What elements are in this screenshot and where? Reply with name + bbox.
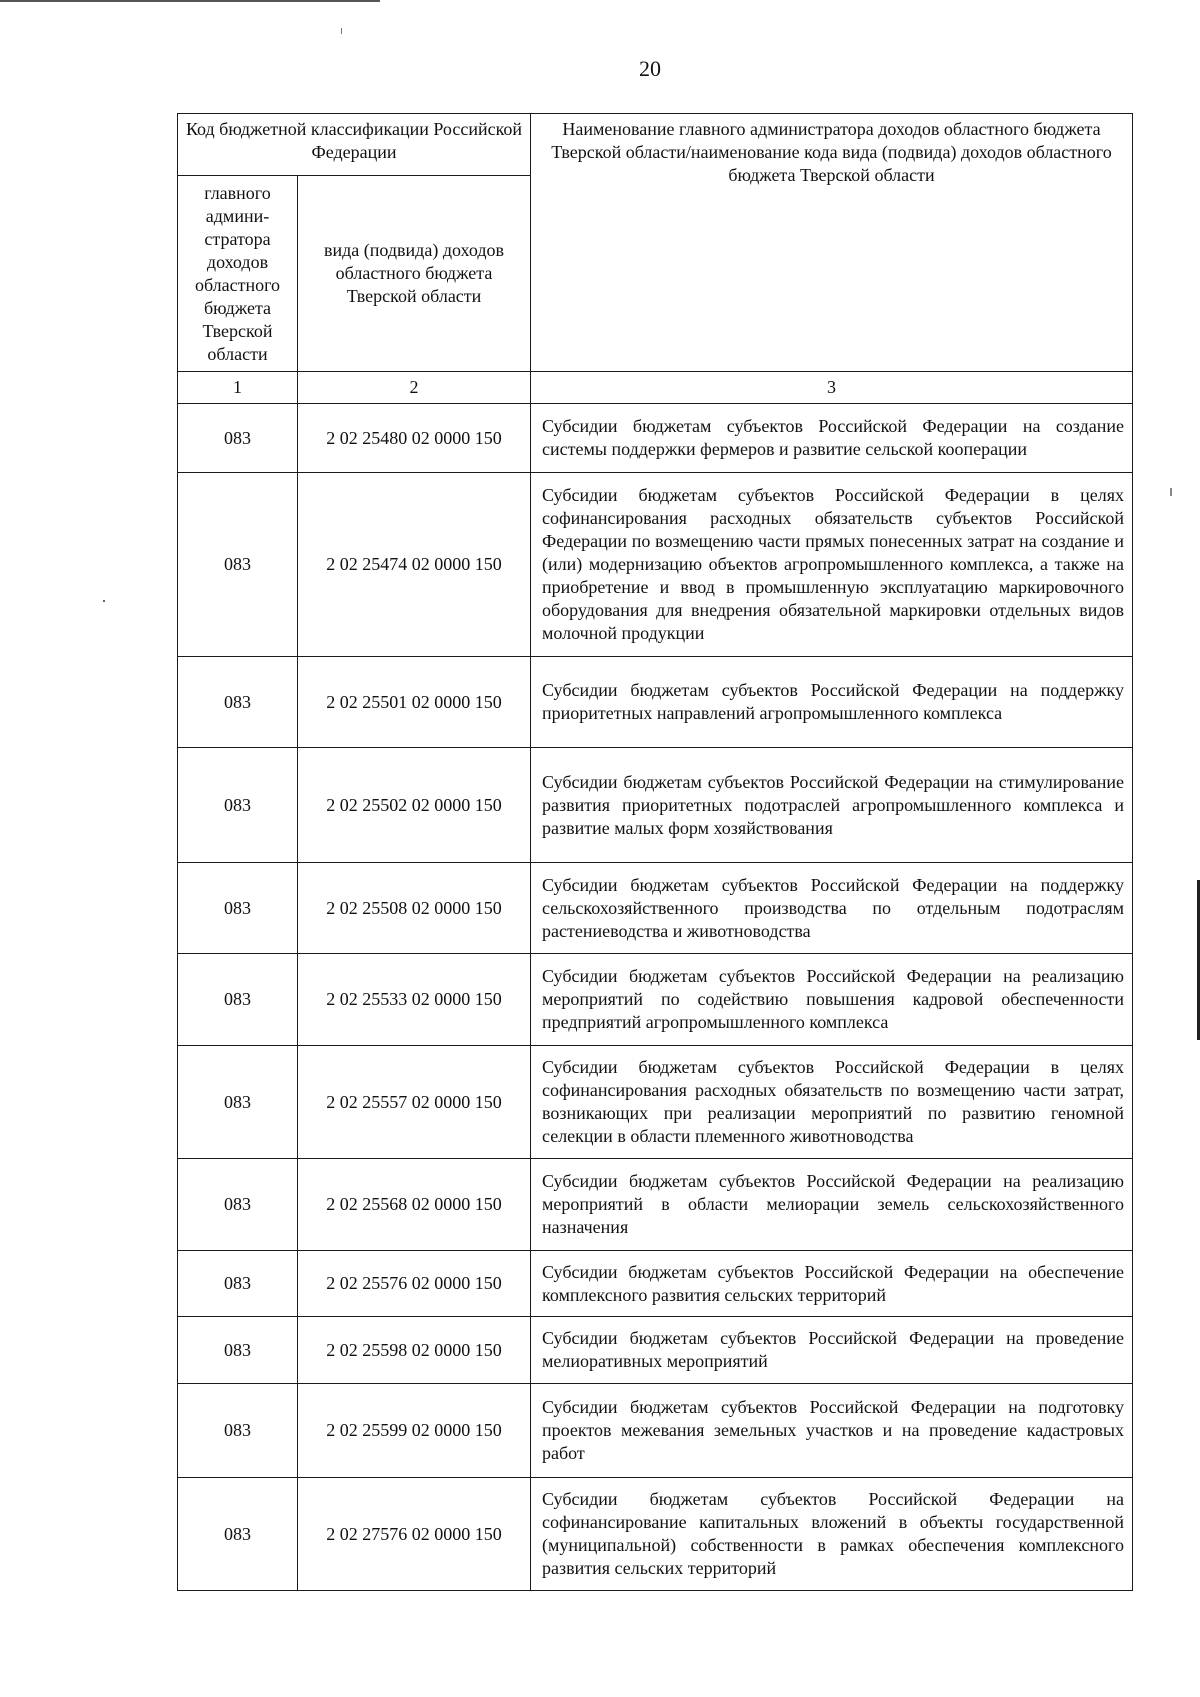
income-name-cell: Субсидии бюджетам субъектов Российской Федерации на проведение мелиоративных мероприятий: [531, 1317, 1133, 1384]
income-name-cell: Субсидии бюджетам субъектов Российской Федерации на создание системы поддержки фермеров и развитие сельской кооперации: [531, 404, 1133, 473]
admin-code-cell: 083: [178, 863, 298, 954]
income-name-cell: Субсидии бюджетам субъектов Российской Федерации на реализацию мероприятий по содействию повышения кадровой обеспеченности предприятий агропромышленного комплекса: [531, 954, 1133, 1046]
table-row: [178, 404, 1133, 473]
income-code-cell: 2 02 25576 02 0000 150: [298, 1251, 531, 1317]
column-number-2: 2: [298, 372, 531, 404]
table-row: [178, 954, 1133, 1046]
table-row: [178, 748, 1133, 863]
scan-speck: [341, 28, 342, 34]
income-code-cell: 2 02 25568 02 0000 150: [298, 1159, 531, 1251]
admin-code-cell: 083: [178, 473, 298, 657]
header-income-type-column: вида (подвида) доходов областного бюджета Тверской области: [298, 176, 531, 372]
income-name-cell: Субсидии бюджетам субъектов Российской Федерации на обеспечение комплексного развития сельских территорий: [531, 1251, 1133, 1317]
header-name-column: Наименование главного администратора доходов областного бюджета Тверской области/наименование кода вида (подвида) доходов областного бюджета Тверской области: [531, 114, 1133, 372]
income-code-cell: 2 02 25508 02 0000 150: [298, 863, 531, 954]
scan-speck: [103, 600, 105, 602]
column-number-3: 3: [531, 372, 1133, 404]
admin-code-cell: 083: [178, 404, 298, 473]
table-row: [178, 1159, 1133, 1251]
income-code-cell: 2 02 25598 02 0000 150: [298, 1317, 531, 1384]
admin-code-cell: 083: [178, 954, 298, 1046]
income-code-cell: 2 02 27576 02 0000 150: [298, 1478, 531, 1591]
income-code-cell: 2 02 25480 02 0000 150: [298, 404, 531, 473]
income-name-cell: Субсидии бюджетам субъектов Российской Федерации на поддержку сельскохозяйственного производства по отдельным подотраслям растениеводства и животноводства: [531, 863, 1133, 954]
table-row: [178, 473, 1133, 657]
admin-code-cell: 083: [178, 1159, 298, 1251]
table-body: [178, 404, 1133, 1591]
admin-code-cell: 083: [178, 1046, 298, 1159]
scan-border-line: [0, 0, 380, 2]
table-row: [178, 657, 1133, 748]
income-code-cell: 2 02 25502 02 0000 150: [298, 748, 531, 863]
admin-code-cell: 083: [178, 1317, 298, 1384]
budget-classification-table: [177, 113, 1133, 1591]
table-row: [178, 1478, 1133, 1591]
table-header: [178, 114, 1133, 404]
income-code-cell: 2 02 25557 02 0000 150: [298, 1046, 531, 1159]
admin-code-cell: 083: [178, 1478, 298, 1591]
income-name-cell: Субсидии бюджетам субъектов Российской Федерации на поддержку приоритетных направлений агропромышленного комплекса: [531, 657, 1133, 748]
table-row: [178, 1251, 1133, 1317]
income-code-cell: 2 02 25474 02 0000 150: [298, 473, 531, 657]
table-row: [178, 1384, 1133, 1478]
income-name-cell: Субсидии бюджетам субъектов Российской Федерации на подготовку проектов межевания земельных участков и на проведение кадастровых работ: [531, 1384, 1133, 1478]
page-number: 20: [639, 56, 661, 81]
column-number-1: 1: [178, 372, 298, 404]
table-row: [178, 1046, 1133, 1159]
admin-code-cell: 083: [178, 657, 298, 748]
income-code-cell: 2 02 25533 02 0000 150: [298, 954, 531, 1046]
header-admin-code-column: главного админи-стратора доходов областного бюджета Тверской области: [178, 176, 298, 372]
income-name-cell: Субсидии бюджетам субъектов Российской Федерации в целях софинансирования расходных обязательств по возмещению части затрат, возникающих при реализации мероприятий по развитию геномной селекции в области племенного животноводства: [531, 1046, 1133, 1159]
table-row: [178, 1317, 1133, 1384]
admin-code-cell: 083: [178, 1384, 298, 1478]
income-name-cell: Субсидии бюджетам субъектов Российской Федерации на стимулирование развития приоритетных подотраслей агропромышленного комплекса и развитие малых форм хозяйствования: [531, 748, 1133, 863]
income-name-cell: Субсидии бюджетам субъектов Российской Федерации в целях софинансирования расходных обязательств субъектов Российской Федерации по возмещению части прямых понесенных затрат на создание и (или) модернизацию объектов агропромышленного комплекса, а также на приобретение и ввод в промышленную эксплуатацию маркировочного оборудования для внедрения обязательной маркировки отдельных видов молочной продукции: [531, 473, 1133, 657]
admin-code-cell: 083: [178, 1251, 298, 1317]
table-row: [178, 863, 1133, 954]
scan-speck: [1170, 488, 1172, 496]
income-name-cell: Субсидии бюджетам субъектов Российской Федерации на софинансирование капитальных вложений в объекты государственной (муниципальной) собственности в рамках обеспечения комплексного развития сельских территорий: [531, 1478, 1133, 1591]
income-code-cell: 2 02 25599 02 0000 150: [298, 1384, 531, 1478]
admin-code-cell: 083: [178, 748, 298, 863]
income-code-cell: 2 02 25501 02 0000 150: [298, 657, 531, 748]
header-budget-code-group: Код бюджетной классификации Российской Федерации: [178, 114, 531, 176]
income-name-cell: Субсидии бюджетам субъектов Российской Федерации на реализацию мероприятий в области мелиорации земель сельскохозяйственного назначения: [531, 1159, 1133, 1251]
